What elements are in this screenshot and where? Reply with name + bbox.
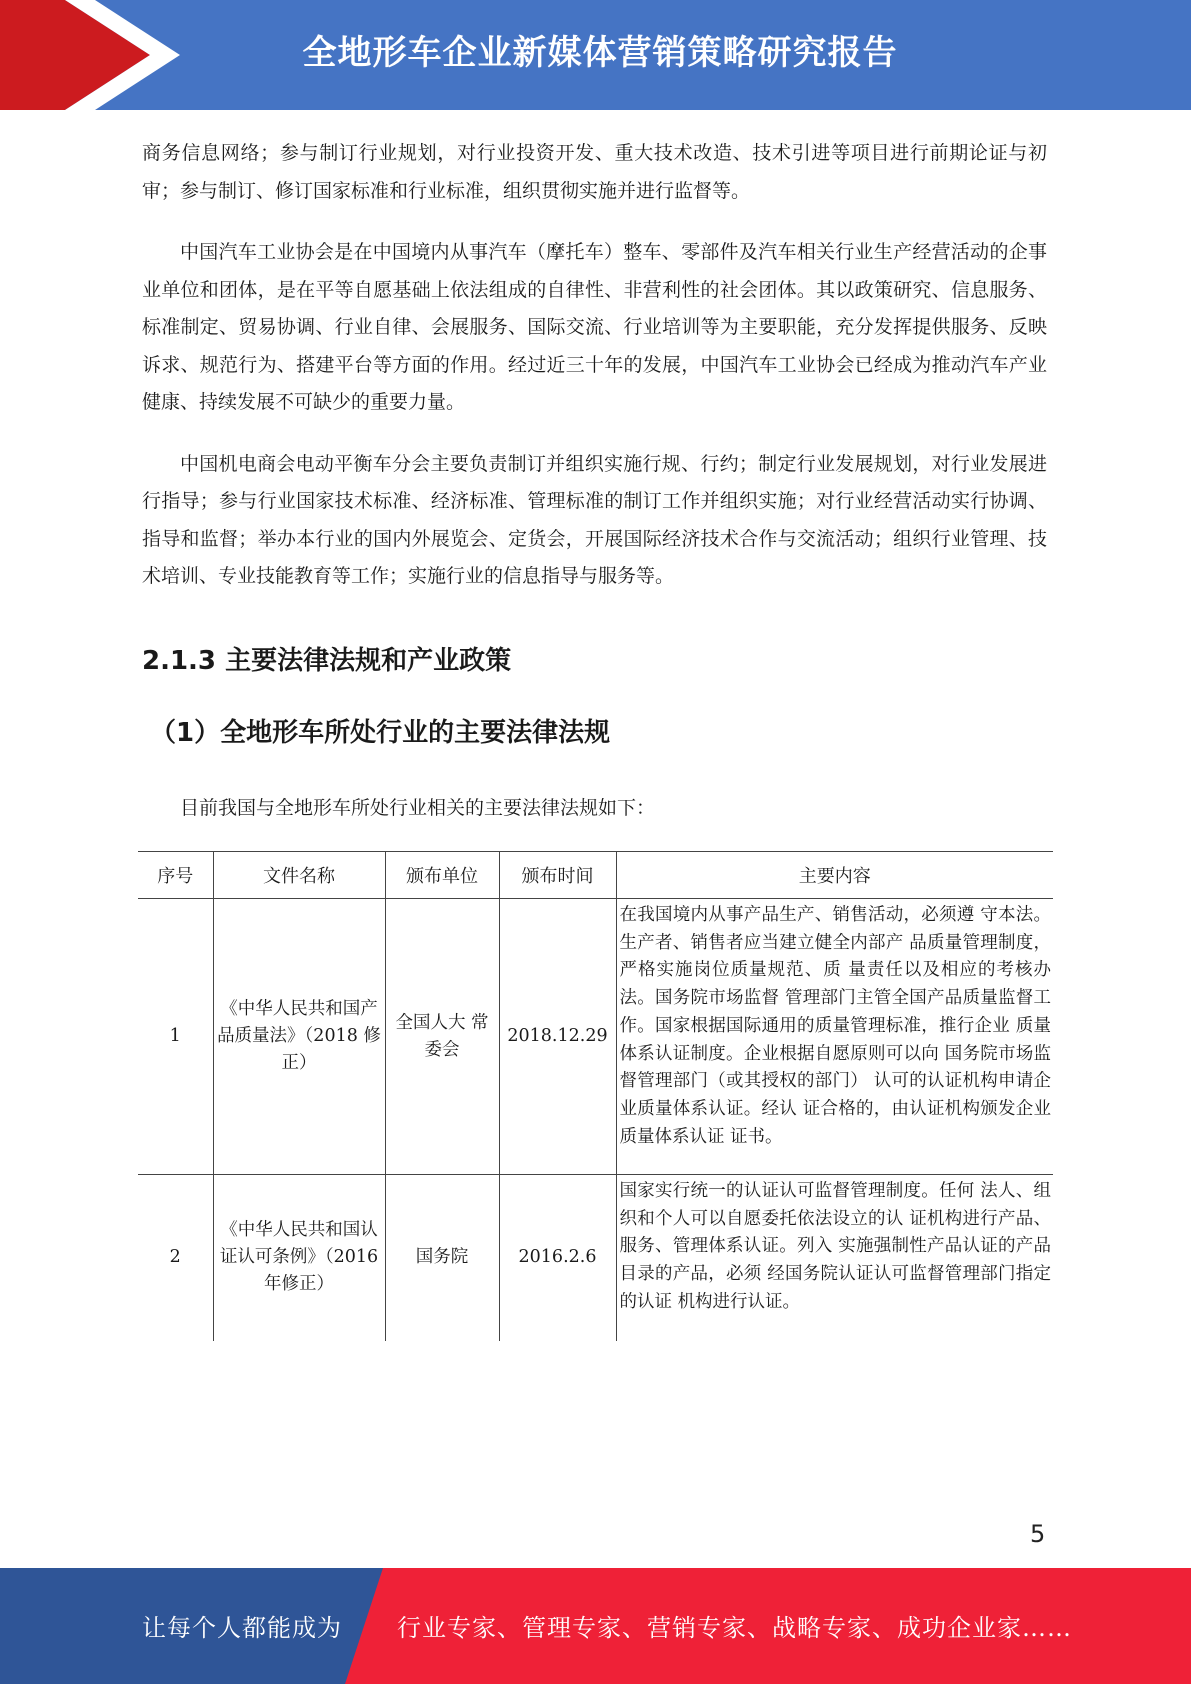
footer-slogan-left: 让每个人都能成为 [142,1614,342,1642]
laws-table [138,851,1053,1341]
paragraph-caam: 中国汽车工业协会是在中国境内从事汽车（摩托车）整车、零部件及汽车相关行业生产经营活动的企事业单位和团体，是在平等自愿基础上依法组成的自律性、非营利性的社会团体。其以政策研究、信息服务、标准制定、贸易协调、行业自律、会展服务、国际交流、行业培训等为主要职能，充分发挥提供服务、反映诉求、规范行为、搭建平台等方面的作用。经过近三十年的发展，中国汽车工业协会已经成为推动汽车产业健康、持续发展不可缺少的重要力量。 [142,241,1047,413]
table-row [138,899,1053,1175]
cell-doc-name: 《中华人民共和国认证认可条例》（2016 年修正） [213,1175,385,1341]
report-title: 全地形车企业新媒体营销策略研究报告 [302,33,898,73]
header-content: 主要内容 [616,852,1053,899]
cell-issuer: 国务院 [385,1175,499,1341]
footer-slogan-right: 行业专家、管理专家、营销专家、战略专家、成功企业家…… [397,1614,1072,1642]
cell-doc-name: 《中华人民共和国产品质量法》（2018 修正） [213,899,385,1175]
header-banner [0,0,1191,110]
table-header-row [138,852,1053,899]
cell-no: 1 [138,899,213,1175]
cell-date: 2016.2.6 [499,1175,616,1341]
body-text [142,135,1047,596]
cell-content: 国家实行统一的认证认可监督管理制度。任何 法人、组织和个人可以自愿委托依法设立的认 证机构进行产品、服务、管理体系认证。列入 实施强制性产品认证的产品目录的产品，必须 经国务院认证认可监督管理部门指定的认证 机构进行认证。 [616,1175,1053,1341]
header-doc-name: 文件名称 [213,852,385,899]
cell-no: 2 [169,1247,181,1268]
paragraph-continuation: 商务信息网络；参与制订行业规划，对行业投资开发、重大技术改造、技术引进等项目进行前期论证与初审；参与制订、修订国家标准和行业标准，组织贯彻实施并进行监督等。 [142,142,1047,202]
paragraph-cccme: 中国机电商会电动平衡车分会主要负责制订并组织实施行规、行约；制定行业发展规划，对行业发展进行指导；参与行业国家技术标准、经济标准、管理标准的制订工作并组织实施；对行业经营活动实行协调、指导和监督；举办本行业的国内外展览会、定货会，开展国际经济技术合作与交流活动；组织行业管理、技术培训、专业技能教育等工作；实施行业的信息指导与服务等。 [142,452,1047,587]
subsection-heading: （1）全地形车所处行业的主要法律法规 [150,718,611,748]
page-number: 5 [1030,1520,1046,1548]
table-row [138,1175,1053,1341]
section-heading: 2.1.3 主要法律法规和产业政策 [142,646,512,676]
footer-banner [0,1568,1191,1684]
cell-date: 2018.12.29 [499,899,616,1175]
cell-issuer: 全国人大 常委会 [385,899,499,1175]
header-issuer: 颁布单位 [385,852,499,899]
header-no: 序号 [138,852,213,899]
header-date: 颁布时间 [499,852,616,899]
cell-content: 在我国境内从事产品生产、销售活动，必须遵 守本法。生产者、销售者应当建立健全内部产 品质量管理制度，严格实施岗位质量规范、质 量责任以及相应的考核办法。国务院市场监督 管理部门主管全国产品质量监督工作。国家根据国际通用的质量管理标准，推行企业 质量体系认证制度。企业根据自愿原则可以向 国务院市场监督管理部门（或其授权的部门） 认可的认证机构申请企业质量体系认证。经认 证合格的，由认证机构颁发企业质量体系认证 证书。 [616,899,1053,1175]
table-intro: 目前我国与全地形车所处行业相关的主要法律法规如下： [180,797,656,819]
